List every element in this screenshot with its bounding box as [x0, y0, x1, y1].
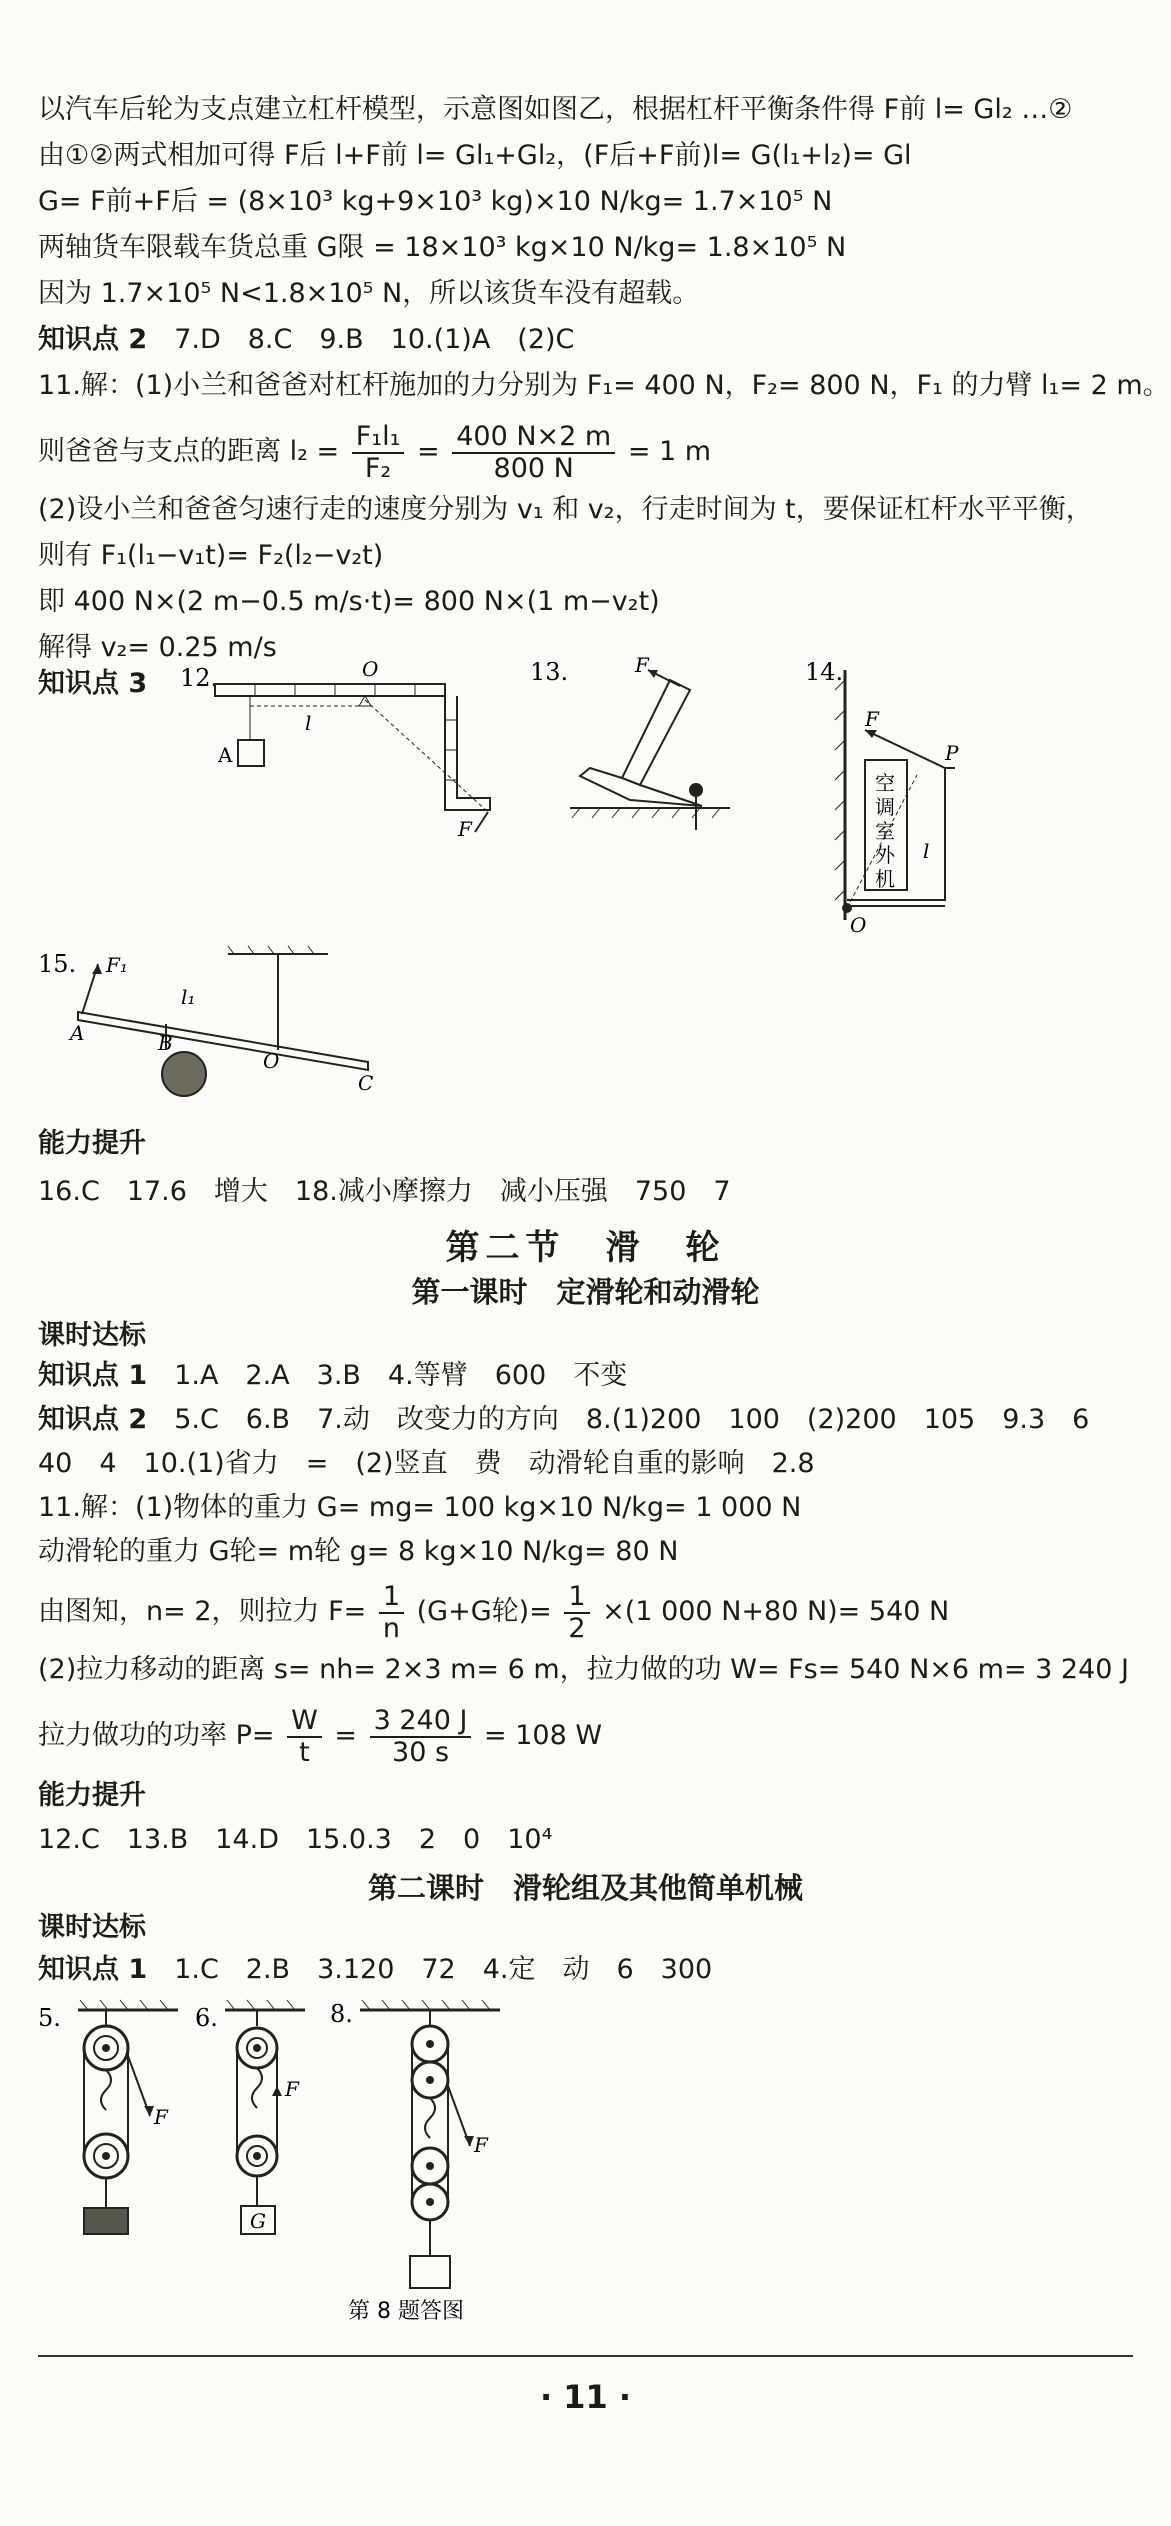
figure-label: 12. — [180, 664, 219, 692]
svg-text:C: C — [358, 1071, 374, 1095]
fraction — [370, 1706, 472, 1768]
text-line: G= F前+F后 = (8×10³ kg+9×10³ kg)×10 N/kg= 1.7×10⁵ N — [38, 186, 833, 217]
denominator: 30 s — [392, 1736, 450, 1768]
formula-text: = 108 W — [484, 1720, 603, 1751]
formula-text: ×(1 000 N+80 N)= 540 N — [602, 1596, 950, 1627]
answers: 1.A 2.A 3.B 4.等臂 600 不变 — [174, 1360, 628, 1391]
svg-text:l: l — [305, 711, 312, 735]
knowledge-point-label: 知识点 2 — [38, 1404, 148, 1435]
figure-label: 13. — [530, 658, 569, 686]
section-title: 第二节 滑 轮 — [445, 1228, 726, 1268]
answer-line — [38, 1358, 627, 1394]
denominator: 800 N — [493, 452, 574, 484]
knowledge-point-label: 知识点 1 — [38, 1360, 148, 1391]
svg-text:O: O — [850, 913, 867, 937]
ac-char: 空 — [875, 771, 895, 795]
svg-text:A: A — [70, 1021, 85, 1045]
formula-text: (G+G轮)= — [416, 1596, 552, 1627]
formula-text: = — [334, 1720, 358, 1751]
lesson-title: 第二课时 滑轮组及其他简单机械 — [367, 1871, 803, 1905]
figure-8-pulley — [330, 1996, 530, 2326]
numerator: 1 — [564, 1582, 589, 1614]
answer-line — [38, 322, 574, 358]
denominator: n — [382, 1612, 400, 1644]
denominator: F₂ — [364, 452, 392, 484]
fraction — [352, 422, 405, 484]
svg-text:P: P — [945, 741, 959, 765]
formula-text: 拉力做功的功率 P= — [38, 1720, 275, 1751]
knowledge-point-label: 知识点 3 — [38, 668, 148, 699]
page-number: · 11 · — [539, 2378, 632, 2416]
fraction — [287, 1706, 322, 1768]
svg-text:F: F — [474, 2133, 488, 2157]
figure-5-pulley — [38, 1996, 188, 2256]
knowledge-point-label: 知识点 2 — [38, 324, 148, 355]
formula-line — [38, 1572, 949, 1652]
answer-line: 16.C 17.6 增大 18.减小摩擦力 减小压强 750 7 — [38, 1176, 731, 1207]
numerator: 400 N×2 m — [452, 422, 615, 454]
section-label: 课时达标 — [38, 1912, 146, 1943]
figure-6-pulley — [195, 1996, 325, 2256]
answer-line — [38, 1952, 712, 1988]
figure-12-lever — [180, 660, 520, 840]
svg-text:A: A — [218, 743, 233, 767]
section-label: 课时达标 — [38, 1320, 146, 1351]
svg-text:F: F — [285, 2077, 299, 2101]
figure-15-lever — [38, 942, 398, 1122]
svg-text:O: O — [263, 1049, 280, 1073]
svg-text:F: F — [458, 817, 472, 840]
text-line: 即 400 N×(2 m−0.5 m/s·t)= 800 N×(1 m−v₂t) — [38, 586, 660, 617]
svg-text:F: F — [635, 653, 649, 677]
text-line: 11.解：(1)物体的重力 G= mg= 100 kg×10 N/kg= 1 000 N — [38, 1492, 802, 1523]
formula-line — [38, 412, 711, 492]
figure-label: 8. — [330, 2000, 353, 2028]
text-line: 解得 v₂= 0.25 m/s — [38, 632, 277, 663]
text-line: 则有 F₁(l₁−v₁t)= F₂(l₂−v₂t) — [38, 540, 384, 571]
text-line: 动滑轮的重力 G轮= m轮 g= 8 kg×10 N/kg= 80 N — [38, 1536, 679, 1567]
text-line: 由①②两式相加可得 F后 l+F前 l= Gl₁+Gl₂，(F后+F前)l= G(l₁+l₂)= Gl — [38, 140, 912, 171]
answer-line — [38, 1402, 1089, 1438]
answer-line: 40 4 10.(1)省力 = (2)竖直 费 动滑轮自重的影响 2.8 — [38, 1448, 815, 1479]
figure-label: 6. — [195, 2004, 218, 2032]
answers: 1.C 2.B 3.120 72 4.定 动 6 300 — [174, 1954, 713, 1985]
svg-text:B: B — [158, 1031, 173, 1055]
svg-text:F: F — [154, 2105, 168, 2129]
figure-caption: 第 8 题答图 — [348, 2299, 464, 2324]
numerator: W — [287, 1706, 322, 1738]
numerator: 1 — [379, 1582, 404, 1614]
denominator: 2 — [568, 1612, 586, 1644]
numerator: F₁l₁ — [352, 422, 405, 454]
fraction — [379, 1582, 404, 1644]
svg-text:F: F — [865, 707, 879, 731]
text-line: 因为 1.7×10⁵ N<1.8×10⁵ N，所以该货车没有超载。 — [38, 278, 700, 309]
figure-14-ac-bracket — [805, 650, 1005, 940]
knowledge-point-label: 知识点 1 — [38, 1954, 148, 1985]
ac-char: 室 — [875, 819, 895, 843]
ac-char: 调 — [875, 795, 895, 819]
text-line: (2)设小兰和爸爸匀速行走的速度分别为 v₁ 和 v₂，行走时间为 t，要保证杠杆水平平衡， — [38, 494, 1093, 525]
figure-13-lever — [530, 650, 730, 850]
answer-line: 12.C 13.B 14.D 15.0.3 2 0 10⁴ — [38, 1824, 553, 1855]
fraction — [452, 422, 615, 484]
numerator: 3 240 J — [370, 1706, 472, 1738]
svg-text:O: O — [362, 660, 379, 681]
denominator: t — [299, 1736, 310, 1768]
section-label: 能力提升 — [38, 1128, 146, 1159]
ac-char: 机 — [875, 867, 895, 891]
formula-text: 则爸爸与支点的距离 l₂ = — [38, 436, 340, 467]
figure-label: 14. — [805, 658, 844, 686]
lesson-title: 第一课时 定滑轮和动滑轮 — [411, 1275, 760, 1309]
answers: 7.D 8.C 9.B 10.(1)A (2)C — [174, 324, 575, 355]
text-line: 11.解：(1)小兰和爸爸对杠杆施加的力分别为 F₁= 400 N，F₂= 800 N，F₁ 的力臂 l₁= 2 m。 — [38, 370, 1170, 401]
svg-text:l₁: l₁ — [181, 985, 196, 1009]
formula-line — [38, 1696, 602, 1776]
formula-text: = — [417, 436, 440, 467]
fraction — [564, 1582, 589, 1644]
figure-label: 15. — [38, 950, 77, 978]
svg-text:G: G — [250, 2209, 266, 2233]
answers: 5.C 6.B 7.动 改变力的方向 8.(1)200 100 (2)200 105 9.3 6 — [174, 1404, 1090, 1435]
text-line: (2)拉力移动的距离 s= nh= 2×3 m= 6 m，拉力做的功 W= Fs= 540 N×6 m= 3 240 J — [38, 1654, 1129, 1685]
text-line: 以汽车后轮为支点建立杠杆模型，示意图如图乙，根据杠杆平衡条件得 F前 l= Gl₂ …② — [38, 94, 1073, 125]
footer-divider — [38, 2355, 1133, 2357]
svg-text:l: l — [923, 839, 930, 863]
ac-char: 外 — [875, 843, 895, 867]
formula-text: 由图知，n= 2，则拉力 F= — [38, 1596, 367, 1627]
section-label: 能力提升 — [38, 1780, 146, 1811]
figure-label: 5. — [38, 2004, 61, 2032]
text-line: 两轴货车限载车货总重 G限 = 18×10³ kg×10 N/kg= 1.8×10⁵ N — [38, 232, 847, 263]
svg-text:F₁: F₁ — [106, 953, 128, 977]
formula-text: = 1 m — [627, 436, 712, 467]
